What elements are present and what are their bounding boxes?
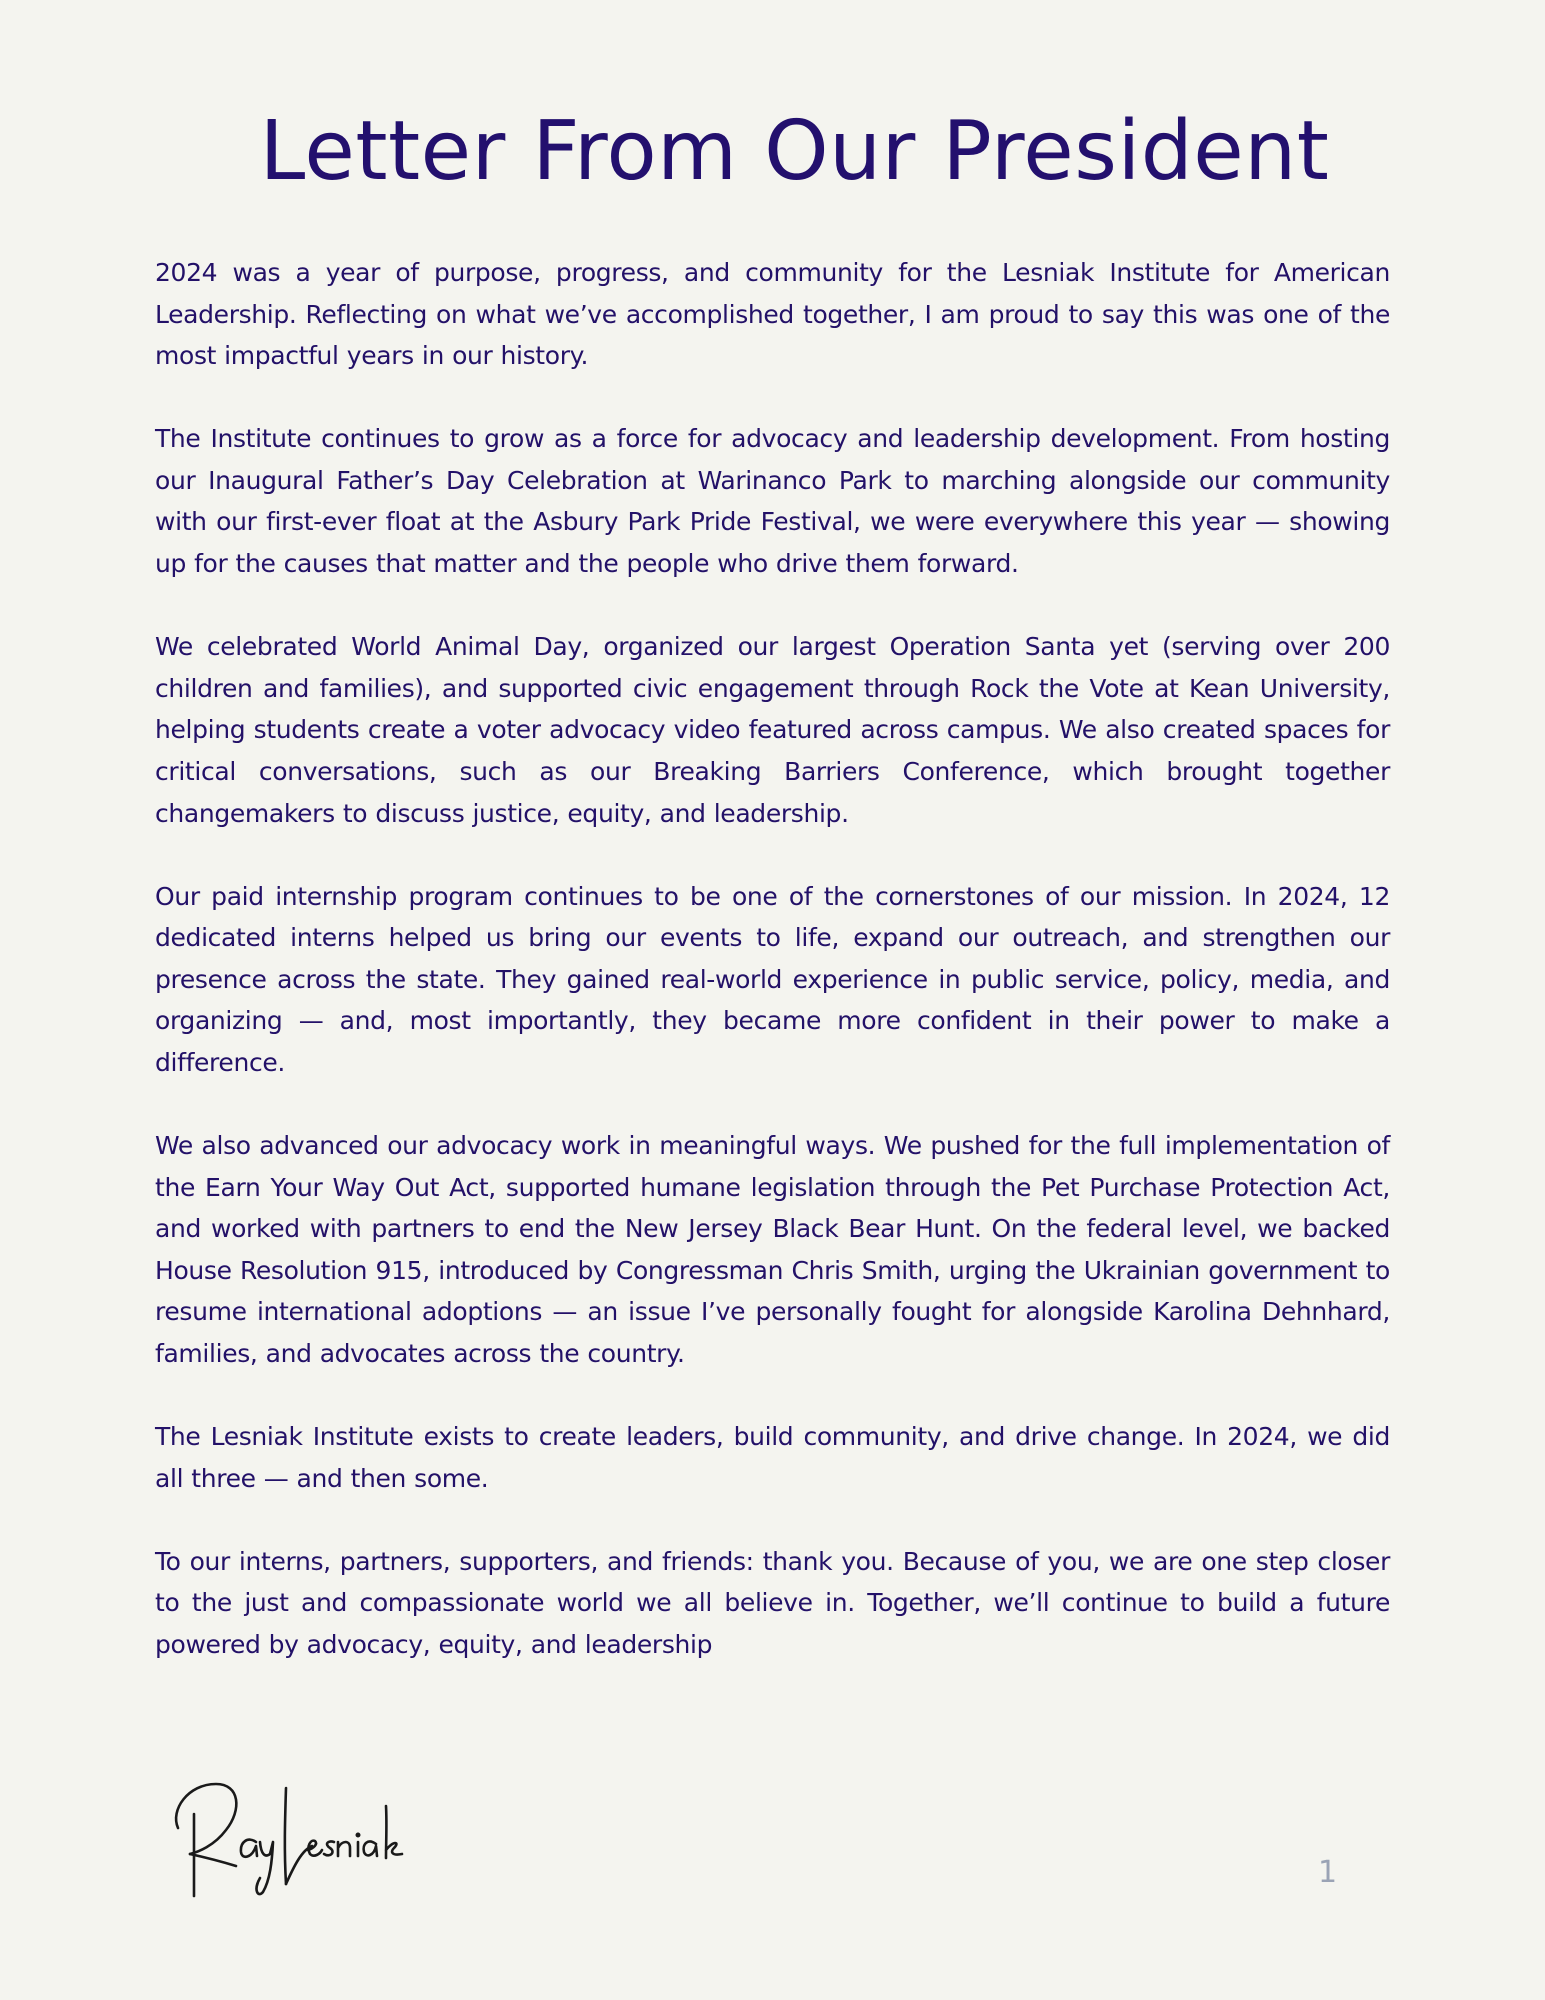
letter-body (155, 252, 1390, 1666)
page-number: 1 (1318, 1855, 1338, 1890)
signature-ray-lesniak (168, 1770, 448, 1900)
letter-paragraph-events: We celebrated World Animal Day, organized our largest Operation Santa yet (serving over 200 children and families), and supported civic engagement through Rock the Vote at Kean University, helping students create a voter advocacy video featured across campus. We also created spaces for critical conversations, such as our Breaking Barriers Conference, which brought together changemakers to discuss justice, equity, and leadership. (155, 632, 1390, 828)
letter-paragraph-intro: 2024 was a year of purpose, progress, and community for the Lesniak Institute for American Leadership. Reflecting on what we’ve accomplished together, I am proud to say this was one of the most impactful years in our history. (155, 258, 1390, 371)
letter-paragraph-growth: The Institute continues to grow as a force for advocacy and leadership development. From hosting our Inaugural Father’s Day Celebration at Warinanco Park to marching alongside our community with our first-ever float at the Asbury Park Pride Festival, we were everywhere this year — showing up for the causes that matter and the people who drive them forward. (155, 424, 1390, 579)
letter-paragraph-advocacy: We also advanced our advocacy work in meaningful ways. We pushed for the full implementation of the Earn Your Way Out Act, supported humane legislation through the Pet Purchase Protection Act, and worked with partners to end the New Jersey Black Bear Hunt. On the federal level, we backed House Resolution 915, introduced by Congressman Chris Smith, urging the Ukrainian government to resume international adoptions — an issue I’ve personally fought for alongside Karolina Dehnhard, families, and advocates across the country. (155, 1131, 1390, 1369)
page-title: Letter From Our President (259, 104, 1330, 199)
letter-paragraph-mission: The Lesniak Institute exists to create leaders, build community, and drive change. In 2024, we did all three — and then some. (155, 1422, 1390, 1493)
letter-paragraph-thanks: To our interns, partners, supporters, and friends: thank you. Because of you, we are one step closer to the just and compassionate world we all believe in. Together, we’ll continue to build a future powered by advocacy, equity, and leadership (155, 1546, 1390, 1660)
letter-paragraph-internships: Our paid internship program continues to be one of the cornerstones of our mission. In 2024, 12 dedicated interns helped us bring our events to life, expand our outreach, and strengthen our presence across the state. They gained real-world experience in public service, policy, media, and organizing — and, most importantly, they became more confident in their power to make a difference. (155, 881, 1390, 1077)
